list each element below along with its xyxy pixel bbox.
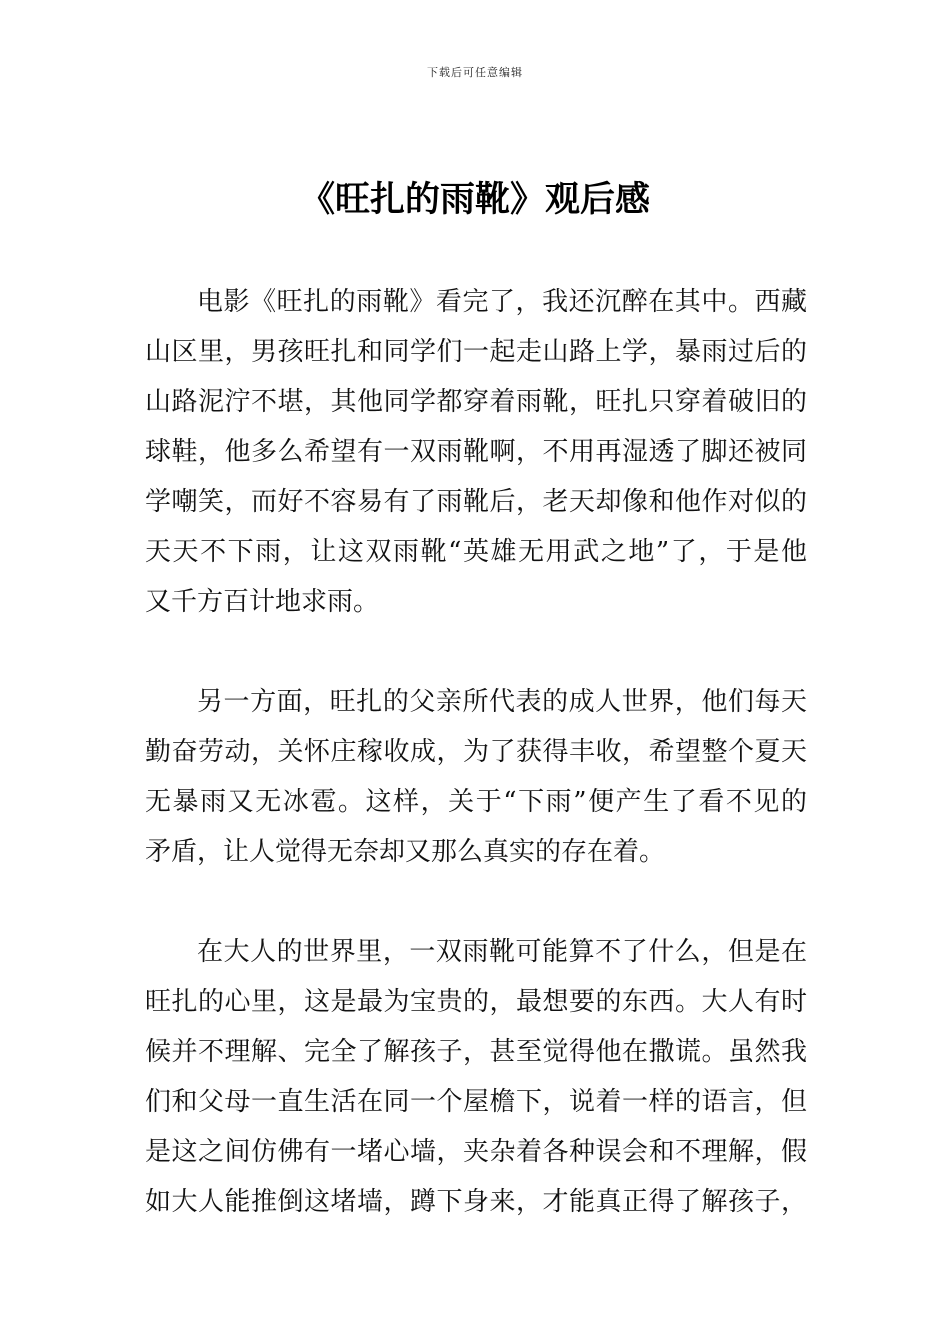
paragraph-3 bbox=[145, 927, 807, 1227]
header-note: 下载后可任意编辑 bbox=[427, 66, 523, 79]
paragraph-line: 们和父母一直生活在同一个屋檐下，说着一样的语言，但 bbox=[145, 1087, 807, 1117]
document-title: 《旺扎的雨靴》观后感 bbox=[299, 180, 650, 220]
paragraph-line: 又千方百计地求雨。 bbox=[145, 587, 380, 617]
paragraph-line: 山路泥泞不堪，其他同学都穿着雨靴，旺扎只穿着破旧的 bbox=[145, 387, 807, 417]
paragraph-line: 天天不下雨，让这双雨靴“英雄无用武之地”了，于是他 bbox=[145, 537, 807, 567]
document-body bbox=[145, 277, 807, 1277]
paragraph-line: 电影《旺扎的雨靴》看完了，我还沉醉在其中。西藏 bbox=[197, 287, 807, 317]
paragraph-1 bbox=[145, 277, 807, 627]
paragraph-line: 学嘲笑，而好不容易有了雨靴后，老天却像和他作对似的 bbox=[145, 487, 807, 517]
paragraph-line: 候并不理解、完全了解孩子，甚至觉得他在撒谎。虽然我 bbox=[145, 1037, 807, 1067]
paragraph-line: 矛盾，让人觉得无奈却又那么真实的存在着。 bbox=[145, 837, 666, 867]
paragraph-line: 在大人的世界里，一双雨靴可能算不了什么，但是在 bbox=[197, 937, 807, 967]
paragraph-line: 球鞋，他多么希望有一双雨靴啊，不用再湿透了脚还被同 bbox=[145, 437, 807, 467]
paragraph-line: 如大人能推倒这堵墙，蹲下身来，才能真正得了解孩子， bbox=[145, 1187, 807, 1217]
paragraph-line: 无暴雨又无冰雹。这样，关于“下雨”便产生了看不见的 bbox=[145, 787, 807, 817]
paragraph-line: 勤奋劳动，关怀庄稼收成，为了获得丰收，希望整个夏天 bbox=[145, 737, 807, 767]
paragraph-line: 是这之间仿佛有一堵心墙，夹杂着各种误会和不理解，假 bbox=[145, 1137, 807, 1167]
paragraph-line: 山区里，男孩旺扎和同学们一起走山路上学，暴雨过后的 bbox=[145, 337, 807, 367]
paragraph-line: 旺扎的心里，这是最为宝贵的，最想要的东西。大人有时 bbox=[145, 987, 807, 1017]
paragraph-2 bbox=[145, 677, 807, 877]
paragraph-line: 另一方面，旺扎的父亲所代表的成人世界，他们每天 bbox=[197, 687, 807, 717]
